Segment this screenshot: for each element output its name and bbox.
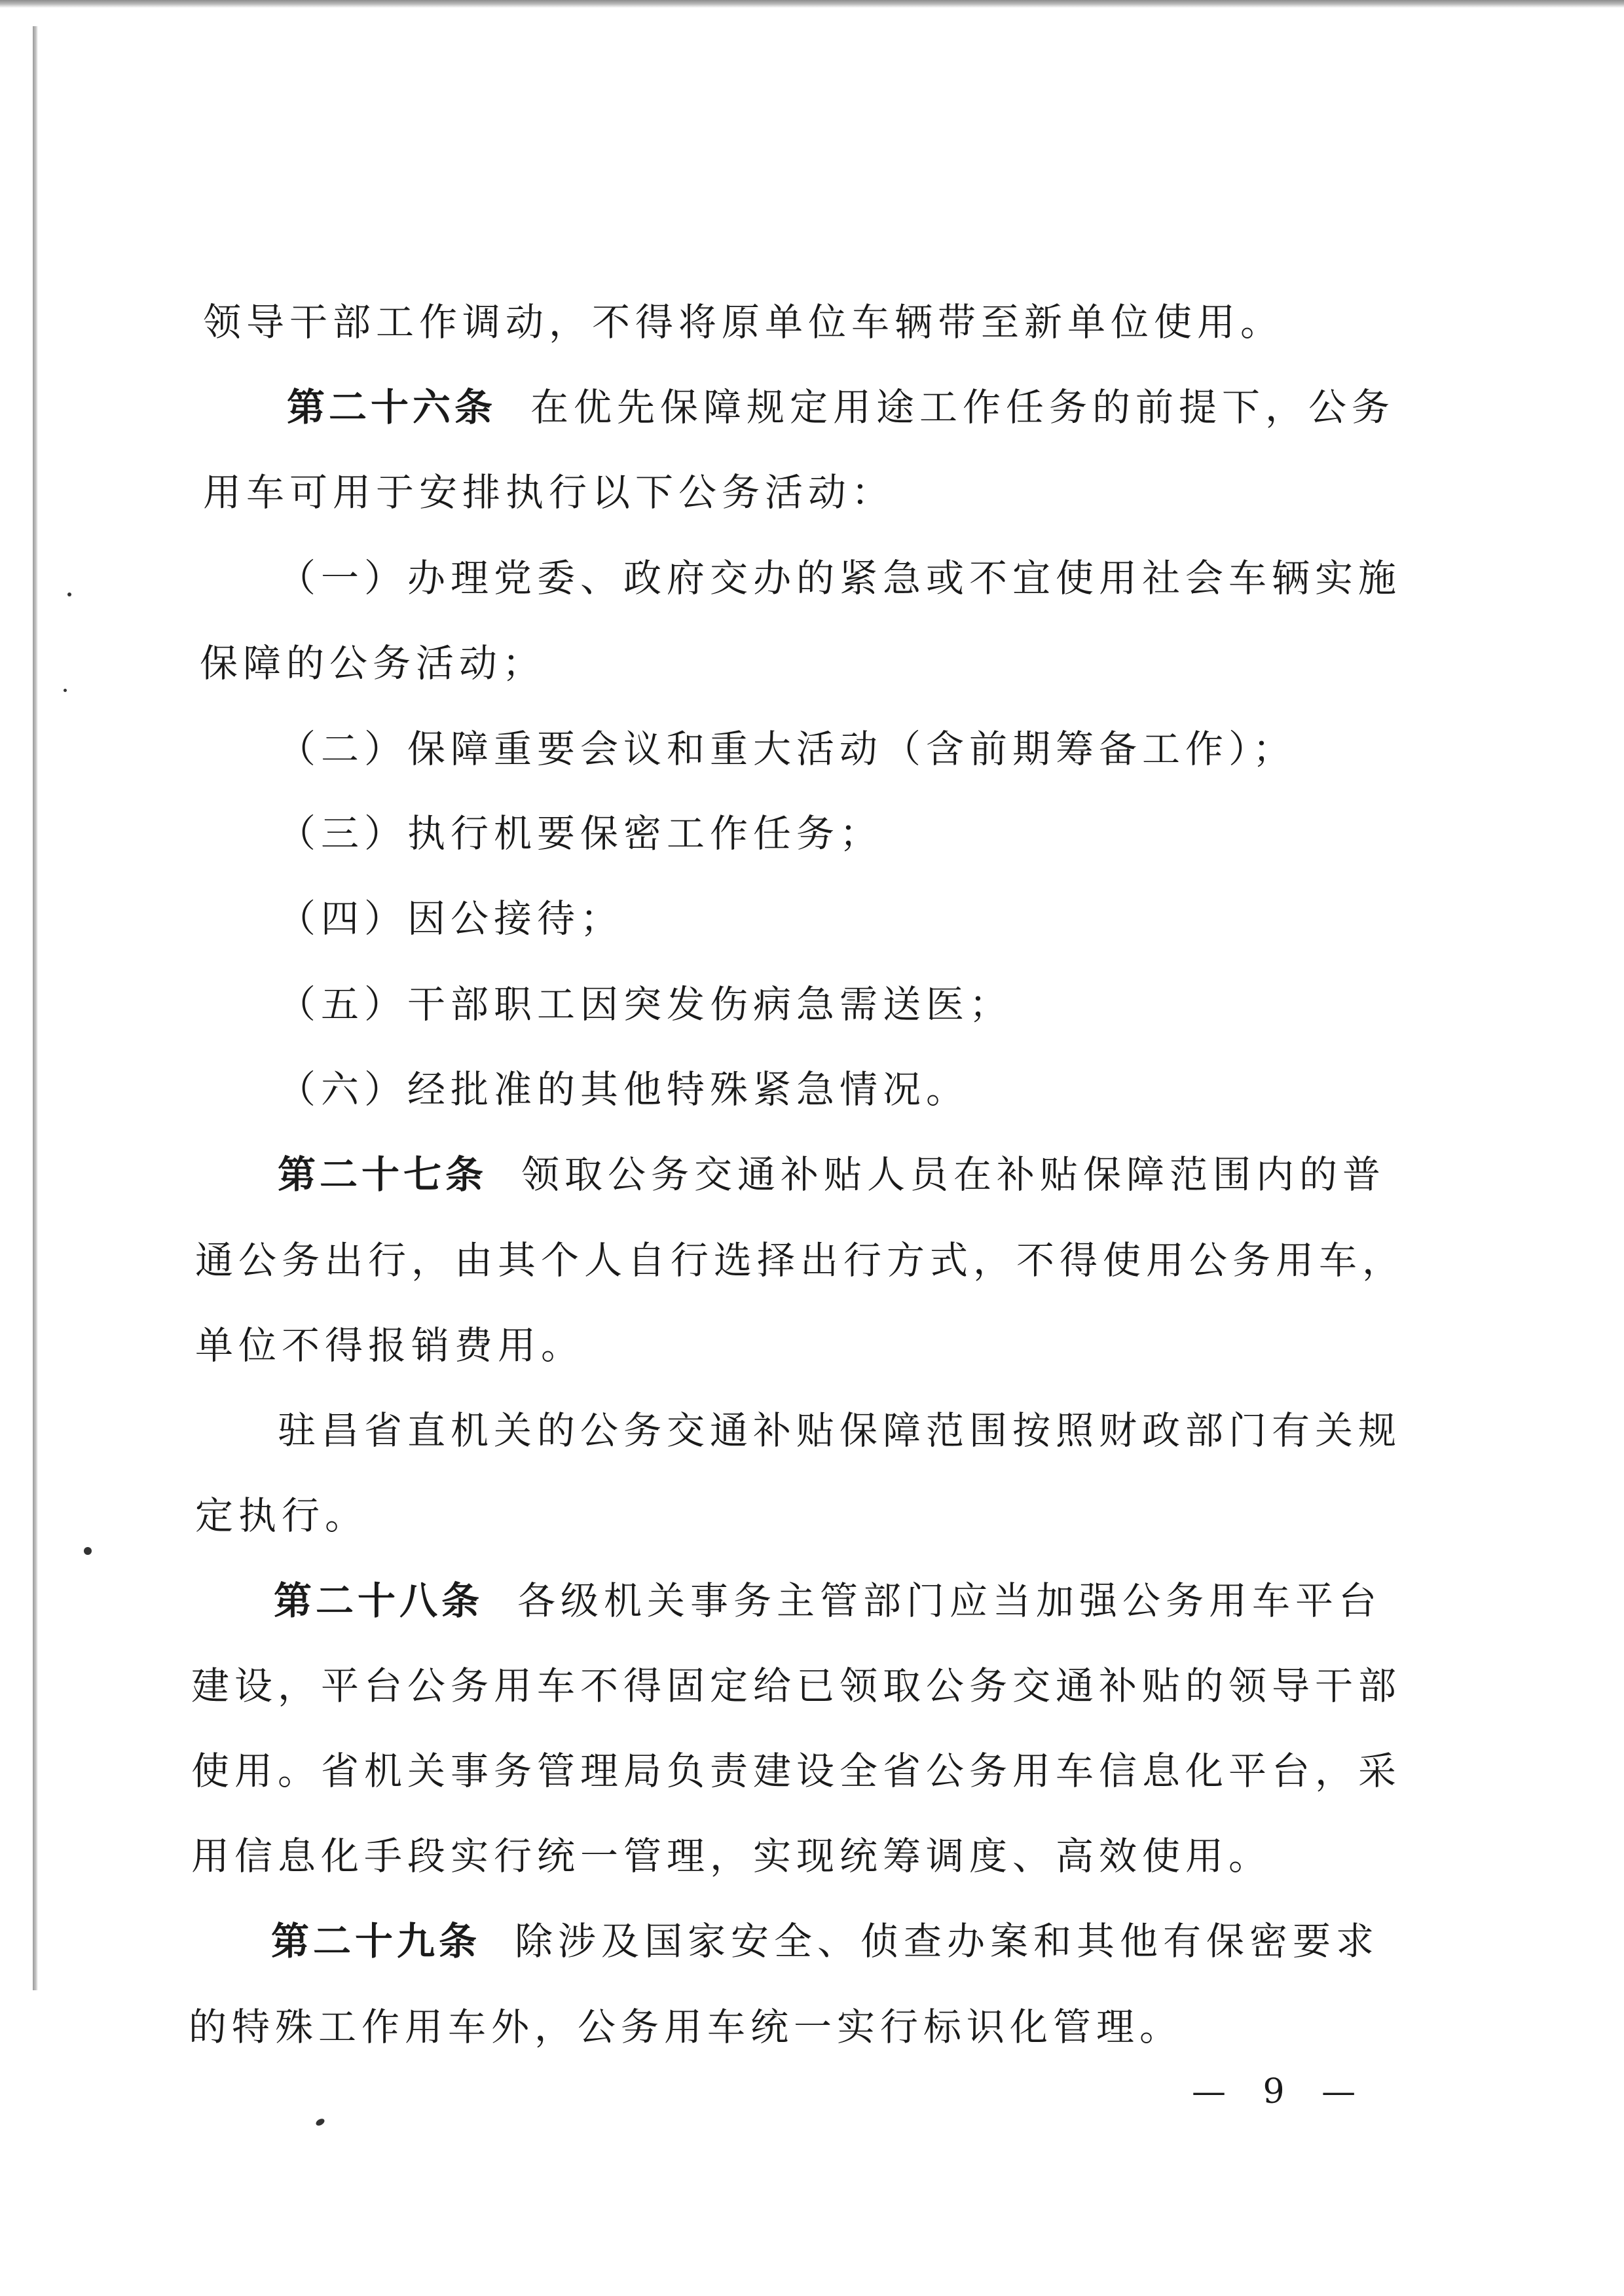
text-line: 使用。省机关事务管理局负责建设全省公务用车信息化平台，采 (191, 1749, 1402, 1793)
article-text: 各级机关事务主管部门应当加强公务用车平台 (517, 1578, 1382, 1623)
text-line: 定执行。 (195, 1493, 369, 1538)
list-item: （二）保障重要会议和重大活动（含前期筹备工作）； (278, 727, 1297, 771)
text-line: 建设，平台公务用车不得固定给已领取公务交通补贴的领导干部 (191, 1664, 1402, 1708)
scan-speck (315, 2117, 326, 2127)
text-line: 通公务出行，由其个人自行选择出行方式，不得使用公务用车， (195, 1238, 1406, 1283)
article-heading: 第二十九条 (271, 1919, 481, 1963)
list-item: （四）因公接待； (278, 896, 624, 941)
list-item: （一）办理党委、政府交办的紧急或不宜使用社会车辆实施 (278, 556, 1402, 600)
article-heading: 第二十六条 (287, 385, 497, 429)
list-item: （三）执行机要保密工作任务； (278, 811, 883, 856)
list-item: （六）经批准的其他特殊紧急情况。 (278, 1067, 970, 1112)
list-item: （五）干部职工因突发伤病急需送医； (278, 982, 1013, 1027)
article-26 (287, 381, 1395, 433)
text-line: 驻昌省直机关的公务交通补贴保障范围按照财政部门有关规 (278, 1408, 1402, 1453)
article-heading: 第二十七条 (278, 1152, 488, 1197)
article-heading: 第二十八条 (274, 1578, 484, 1623)
article-27 (278, 1148, 1386, 1201)
text-line: 领导干部工作调动，不得将原单位车辆带至新单位使用。 (203, 300, 1284, 344)
scan-speck (64, 689, 67, 692)
text-line: 用信息化手段实行统一管理，实现统筹调度、高效使用。 (191, 1834, 1272, 1878)
text-line: 用车可用于安排执行以下公务活动： (203, 470, 895, 515)
scan-speck (67, 592, 71, 596)
scan-top-edge (0, 0, 1624, 8)
text-line: 保障的公务活动； (200, 641, 546, 685)
article-text: 除涉及国家安全、侦查办案和其他有保密要求 (515, 1919, 1380, 1963)
text-line: 单位不得报销费用。 (195, 1323, 585, 1368)
article-text: 在优先保障规定用途工作任务的前提下，公务 (530, 385, 1395, 429)
article-28 (274, 1575, 1382, 1627)
scan-speck (84, 1547, 92, 1555)
article-29 (271, 1915, 1379, 1967)
scan-left-edge (33, 26, 38, 1990)
text-line: 的特殊工作用车外，公务用车统一实行标识化管理。 (189, 2005, 1183, 2049)
page-number: — 9 — (1192, 2072, 1369, 2111)
article-text: 领取公务交通补贴人员在补贴保障范围内的普 (521, 1152, 1386, 1197)
